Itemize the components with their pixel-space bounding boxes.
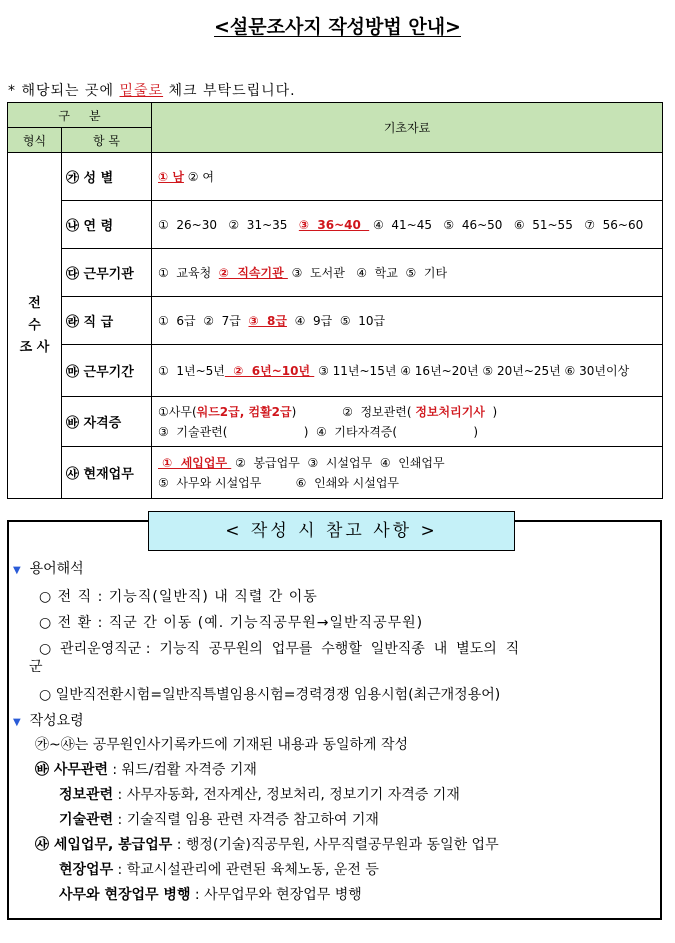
row-value-tenure: ① 1년~5년 ② 6년~10년 ③ 11년~15년 ④ 16년~20년 ⑤ 20년~25년 ⑥ 30년이상 <box>152 345 663 397</box>
row-value-grade: ① 6급 ② 7급 ③ 8급 ④ 9급 ⑤ 10급 <box>152 297 663 345</box>
section-terms: ▼ 용어해석 <box>13 561 84 577</box>
header-item: 항 목 <box>62 128 152 153</box>
term-line: 군 <box>29 659 43 675</box>
row-value-age: ① 26~30 ② 31~35 ③ 36~40 ④ 41~45 ⑤ 46~50 ⑥ 51~55 ⑦ 56~60 <box>152 201 663 249</box>
reference-title: < 작성 시 참고 사항 > <box>148 511 515 551</box>
row-value-workplace: ① 교육청 ② 직속기관 ③ 도서관 ④ 학교 ⑤ 기타 <box>152 249 663 297</box>
reference-box <box>7 520 662 920</box>
term-line: ○ 관리운영직군 : 기능직 공무원의 업무를 수행할 일반직종 내 별도의 직 <box>39 641 520 657</box>
guide-line: ㉮~㉴는 공무원인사기록카드에 기재된 내용과 동일하게 작성 <box>35 737 409 753</box>
row-label-tenure: ㉲ 근무기간 <box>62 345 152 397</box>
guide-line: 기술관련 : 기술직렬 임용 관련 자격증 참고하여 기재 <box>59 812 379 828</box>
page-title: <설문조사지 작성방법 안내> <box>214 16 461 38</box>
guide-line: 현장업무 : 학교시설관리에 관련된 육체노동, 운전 등 <box>59 862 379 878</box>
chevron-down-icon: ▼ <box>13 565 21 576</box>
row-label-grade: ㉱ 직 급 <box>62 297 152 345</box>
survey-table <box>7 102 663 499</box>
row-label-workplace: ㉰ 근무기관 <box>62 249 152 297</box>
term-line: ○ 일반직전환시험=일반직특별임용시험=경력경쟁 임용시험(최근개정용어) <box>39 687 501 703</box>
guide-line: ㉴ 세입업무, 봉급업무 : 행정(기술)직공무원, 사무직렬공무원과 동일한 업무 <box>35 837 499 853</box>
row-value-gender: ① 남 ② 여 <box>152 153 663 201</box>
row-label-license: ㉳ 자격증 <box>62 397 152 447</box>
row-value-license: ①사무(워드2급, 컴활2급) ② 정보관련( 정보처리기사 ) ③ 기술관련( ) ④ 기타자격증( ) <box>152 397 663 447</box>
guide-line: 사무와 현장업무 병행 : 사무업무와 현장업무 병행 <box>59 887 362 903</box>
header-gubun: 구 분 <box>8 103 152 128</box>
header-type: 형식 <box>8 128 62 153</box>
term-line: ○ 전 직 : 기능직(일반직) 내 직렬 간 이동 <box>39 589 318 605</box>
section-guide: ▼ 작성요령 <box>13 713 84 729</box>
instruction-note: * 해당되는 곳에 밑줄로 체크 부탁드립니다. <box>8 83 296 99</box>
term-line: ○ 전 환 : 직군 간 이동 (예. 기능직공무원→일반직공무원) <box>39 615 424 631</box>
guide-line: 정보관련 : 사무자동화, 전자계산, 정보처리, 정보기기 자격증 기재 <box>59 787 460 803</box>
row-label-age: ㉯ 연 령 <box>62 201 152 249</box>
row-label-gender: ㉮ 성 별 <box>62 153 152 201</box>
guide-line: ㉳ 사무관련 : 워드/컴활 자격증 기재 <box>35 762 257 778</box>
row-value-current-work: ① 세입업무 ② 봉급업무 ③ 시설업무 ④ 인쇄업무 ⑤ 사무와 시설업무 ⑥ 인쇄와 시설업무 <box>152 447 663 499</box>
survey-type-cell: 전 수 조 사 <box>8 153 62 499</box>
header-basic-data: 기초자료 <box>152 103 663 153</box>
chevron-down-icon: ▼ <box>13 717 21 728</box>
row-label-current-work: ㉴ 현재업무 <box>62 447 152 499</box>
